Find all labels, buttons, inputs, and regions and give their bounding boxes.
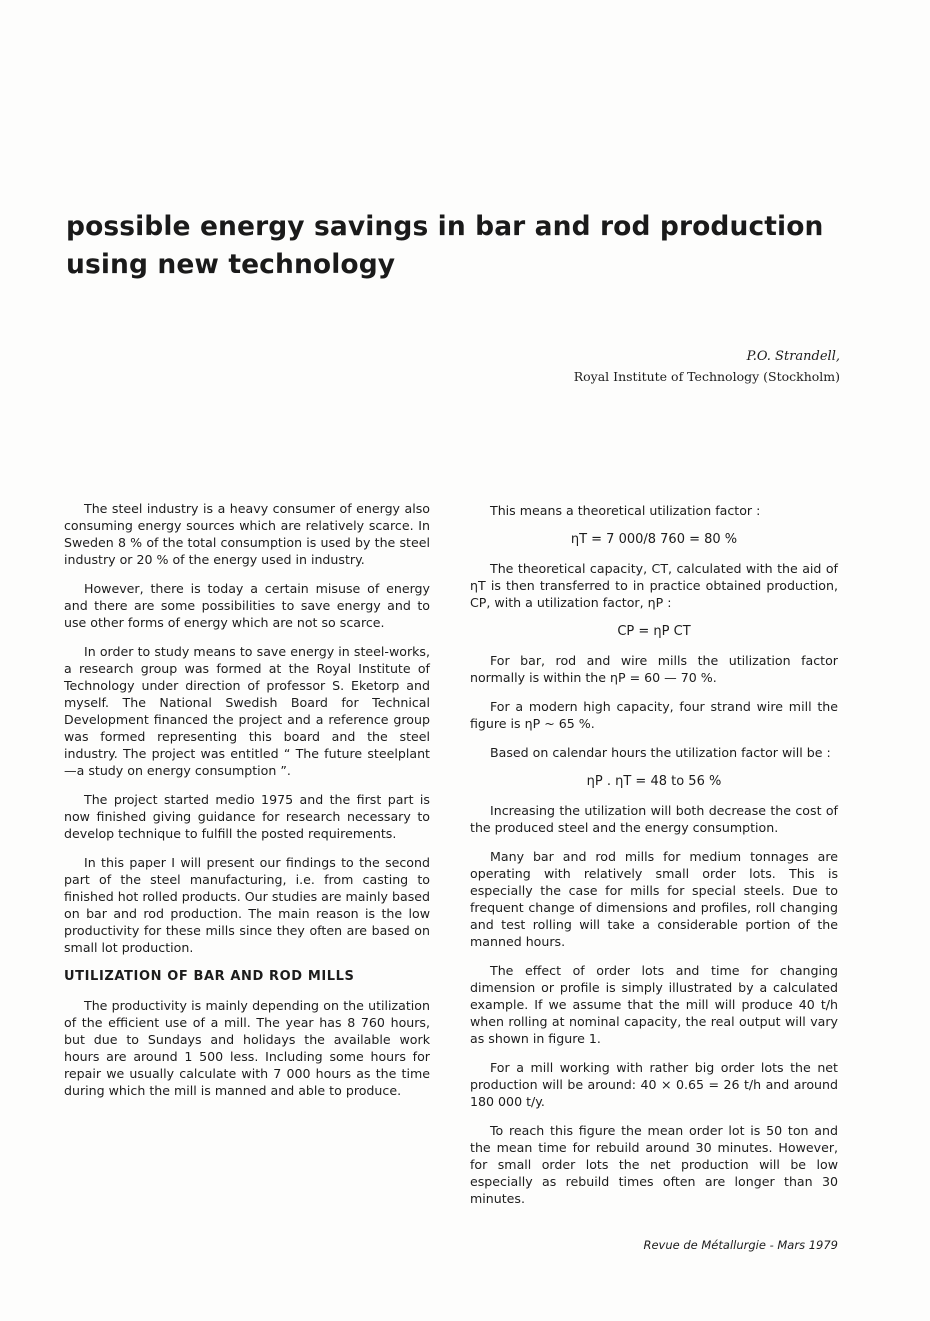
equation-production-capacity: CP = ηP CT (617, 624, 691, 639)
journal-footer: Revue de Métallurgie - Mars 1979 (643, 1238, 838, 1252)
author-affiliation: Royal Institute of Technology (Stockholm) (573, 369, 840, 384)
paragraph: This means a theoretical utilization factor : (490, 503, 761, 518)
author-name: P.O. Strandell, (746, 349, 840, 364)
paragraph: The steel industry is a heavy consumer of energy also consuming energy sources which are relatively scarce. In Sweden 8 % of the total consumption is used by the steel industry or 20 % of the energy used in industry. (64, 501, 430, 567)
paragraph: In this paper I will present our findings to the second part of the steel manufacturing, i.e. from casting to finished hot rolled products. Our studies are mainly based on bar and rod production. The main reason is the low productivity for these mills since they often are based on small lot production. (64, 855, 430, 955)
equation-calendar-utilization: ηP . ηT = 48 to 56 % (586, 774, 722, 789)
paragraph: However, there is today a certain misuse of energy and there are some possibilities to save energy and to use other forms of energy which are not so scarce. (64, 581, 430, 630)
section-heading: UTILIZATION OF BAR AND ROD MILLS (64, 969, 355, 984)
paragraph: For bar, rod and wire mills the utilization factor normally is within the ηP = 60 — 70 %. (470, 653, 838, 685)
paragraph: For a mill working with rather big order lots the net production will be around: 40 × 0.65 = 26 t/h and around 180 000 t/y. (470, 1060, 838, 1109)
paper-title (66, 208, 886, 284)
right-column (470, 502, 838, 1219)
paragraph: Increasing the utilization will both decrease the cost of the produced steel and the energy consumption. (470, 803, 838, 835)
paragraph: Based on calendar hours the utilization factor will be : (490, 745, 831, 760)
paragraph: The productivity is mainly depending on the utilization of the efficient use of a mill. The year has 8 760 hours, but due to Sundays and holidays the available work hours are around 1 500 less. Including some hours for repair we usually calculate with 7 000 hours as the time during which the mill is manned and able to produce. (64, 998, 430, 1098)
paragraph: Many bar and rod mills for medium tonnages are operating with relatively small order lots. This is especially the case for mills for special steels. Due to frequent change of dimensions and profiles, roll changing and test rolling will take a considerable portion of the manned hours. (470, 849, 838, 949)
title-line-1: possible energy savings in bar and rod production (66, 211, 824, 242)
paragraph: The theoretical capacity, CT, calculated with the aid of ηT is then transferred to in practice obtained production, CP, with a utilization factor, ηP : (470, 561, 838, 610)
paragraph: The project started medio 1975 and the first part is now finished giving guidance for research necessary to develop technique to fulfill the posted requirements. (64, 792, 430, 841)
paragraph: To reach this figure the mean order lot is 50 ton and the mean time for rebuild around 30 minutes. However, for small order lots the net production will be low especially as rebuild times often are longer than 30 minutes. (470, 1123, 838, 1206)
paragraph: In order to study means to save energy in steel-works, a research group was formed at the Royal Institute of Technology under direction of professor S. Eketorp and myself. The National Swedish Board for Technical Development financed the project and a reference group was formed representing this board and the steel industry. The project was entitled “ The future steelplant—a study on energy consumption ”. (64, 644, 430, 778)
equation-theoretical-utilization: ηT = 7 000/8 760 = 80 % (570, 532, 738, 547)
left-column (64, 500, 430, 1111)
paragraph: For a modern high capacity, four strand wire mill the figure is ηP ~ 65 %. (470, 699, 838, 731)
paragraph: The effect of order lots and time for changing dimension or profile is simply illustrated by a calculated example. If we assume that the mill will produce 40 t/h when rolling at nominal capacity, the real output will vary as shown in figure 1. (470, 963, 838, 1046)
title-line-2: using new technology (66, 249, 396, 280)
